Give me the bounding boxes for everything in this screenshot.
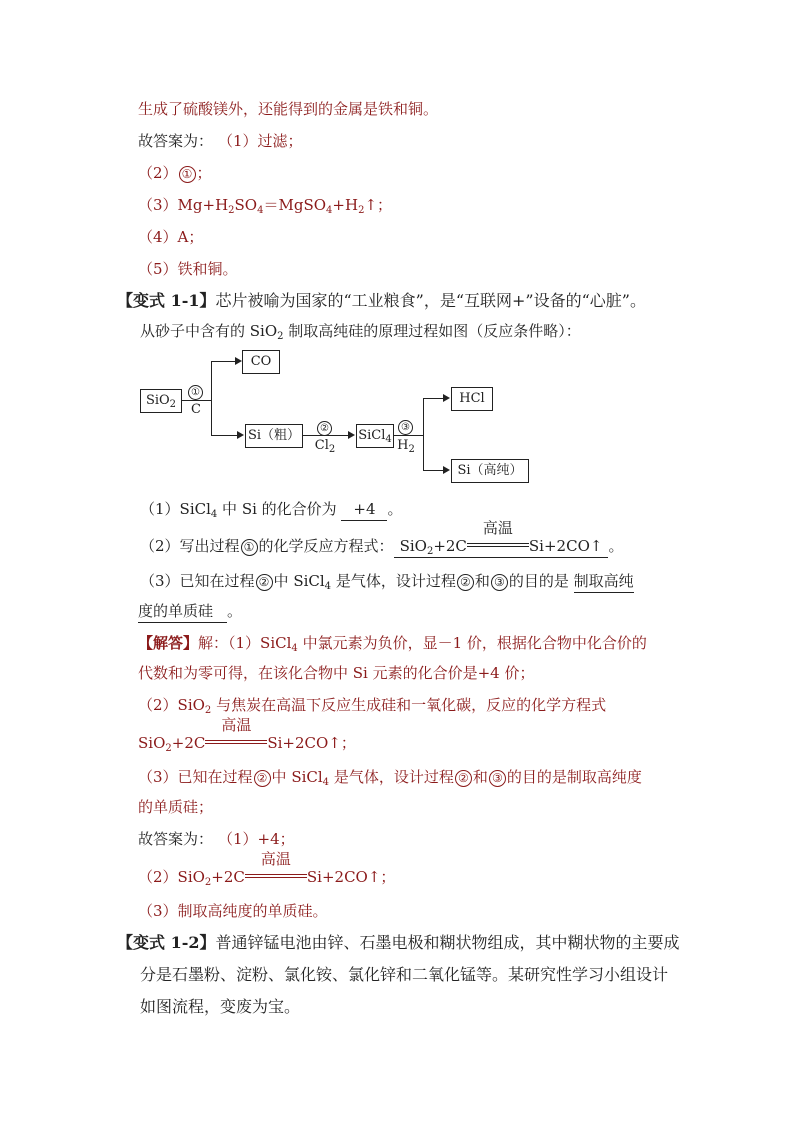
variant-tag: 【变式 1-2】 (117, 933, 216, 952)
variant-tag: 【变式 1-1】 (117, 291, 216, 310)
connector-line (211, 435, 238, 436)
question-3: （3）已知在过程 ② 中 SiCl$_4$ 是气体，设计过程 ② 和 ③ 的目的是 制取高纯 (140, 572, 634, 592)
circled-number-3: ③ (489, 770, 506, 787)
step-1-reagent: C (191, 402, 201, 417)
circled-number-3: ③ (491, 574, 508, 591)
box-hcl: HCl (451, 387, 493, 411)
reaction-condition: 高温 (205, 730, 267, 748)
arrow-head (235, 357, 242, 365)
variant-1-2-heading: 【变式 1-2】普通锌锰电池由锌、石墨电极和糊状物组成，其中糊状物的主要成 (117, 933, 680, 952)
box-sicl4: SiCl$_4$ (356, 424, 394, 448)
solution-line-5: 的单质硅； (138, 798, 214, 816)
question-2: （2）写出过程 ① 的化学反应方程式： SiO$_2$+2C 高温 Si+2CO↑ 。 (140, 519, 624, 557)
answer-blank: 制取高纯 (574, 570, 634, 593)
connector-line (393, 435, 423, 436)
circled-number-1: ① (179, 166, 196, 183)
answer-2: （2） ① ； (138, 164, 212, 182)
box-co: CO (242, 350, 280, 374)
answer-1: （1）过滤； (218, 132, 303, 150)
final-answer-2: （2）SiO$_2$+2C 高温 Si+2CO↑； (138, 850, 396, 888)
connector-line (181, 400, 211, 401)
arrow-head (348, 431, 355, 439)
circled-number-2: ② (254, 770, 271, 787)
solution-tag: 【解答】 (138, 634, 199, 652)
question-1: （1）SiCl$_4$ 中 Si 的化合价为 +4 。 (140, 500, 403, 520)
solution-line-3: （2）SiO$_2$ 与焦炭在高温下反应生成硅和一氧化碳，反应的化学方程式 (138, 696, 607, 716)
variant-1-1-intro: 从砂子中含有的 SiO$_2$ 制取高纯硅的原理过程如图（反应条件略）： (140, 322, 581, 342)
circled-number-2: ② (256, 574, 273, 591)
variant-1-1-heading: 【变式 1-1】芯片被喻为国家的“工业粮食”，是“互联网+”设备的“心脏”。 (117, 291, 646, 310)
answer-summary-label: 故答案为： (138, 132, 214, 150)
answer-3-equation: $(3)Mg+H_2SO_4=MgSO_4+H_2↑$； (138, 196, 393, 216)
solution-equation: SiO$_2$+2C 高温 Si+2CO↑； (138, 716, 356, 754)
solution-line-4: （3）已知在过程 ② 中 SiCl$_4$ 是气体，设计过程 ② 和 ③ 的目的是制取高纯度 (138, 768, 642, 788)
box-si-crude: Si（粗） (245, 424, 303, 448)
box-si-pure: Si（高纯） (451, 459, 529, 483)
circled-number-1: ① (241, 539, 258, 556)
connector-line (423, 470, 443, 471)
step-3-reagent: $H_2$ (397, 438, 415, 455)
connector-line (423, 398, 424, 470)
answer-5: （5）铁和铜。 (138, 260, 238, 278)
question-3-cont: 度的单质硅 。 (138, 600, 242, 623)
step-3-marker: ③ (398, 420, 413, 435)
reaction-condition: 高温 (245, 864, 307, 882)
answer-blank: SiO$_2$+2C 高温 Si+2CO↑ (394, 533, 609, 558)
arrow-head (443, 394, 450, 402)
connector-line (211, 361, 212, 435)
solution-line-2: 代数和为零可得，在该化合物中 Si 元素的化合价是+4 价； (138, 664, 535, 682)
answer-summary-label: 故答案为： (138, 830, 214, 848)
answer-4: （4）A； (138, 228, 204, 246)
connector-line (211, 361, 236, 362)
arrow-head (237, 431, 244, 439)
variant-1-2-line-2: 分是石墨粉、淀粉、氯化铵、氯化锌和二氧化锰等。某研究性学习小组设计 (140, 965, 669, 984)
final-answer-3: （3）制取高纯度的单质硅。 (138, 902, 328, 920)
circled-number-2: ② (457, 574, 474, 591)
reaction-condition: 高温 (467, 533, 529, 551)
answer-blank: +4 (341, 498, 387, 521)
answer-tail-line: 生成了硫酸镁外，还能得到的金属是铁和铜。 (138, 100, 439, 118)
step-2-marker: ② (317, 421, 332, 436)
box-sio2: SiO$_2$ (140, 389, 182, 413)
step-1-marker: ① (188, 385, 203, 400)
arrow-head (443, 466, 450, 474)
variant-1-2-line-3: 如图流程，变废为宝。 (140, 997, 301, 1016)
final-answer-1: （1）+4； (218, 830, 295, 848)
circled-number-2: ② (455, 770, 472, 787)
step-2-reagent: $Cl_2$ (314, 438, 336, 455)
connector-line (423, 398, 443, 399)
solution-line-1: 【解答】解：（1）SiCl$_4$ 中氯元素为负价，显－1 价，根据化合物中化合价的 (138, 634, 647, 654)
answer-blank: 度的单质硅 (138, 600, 227, 623)
